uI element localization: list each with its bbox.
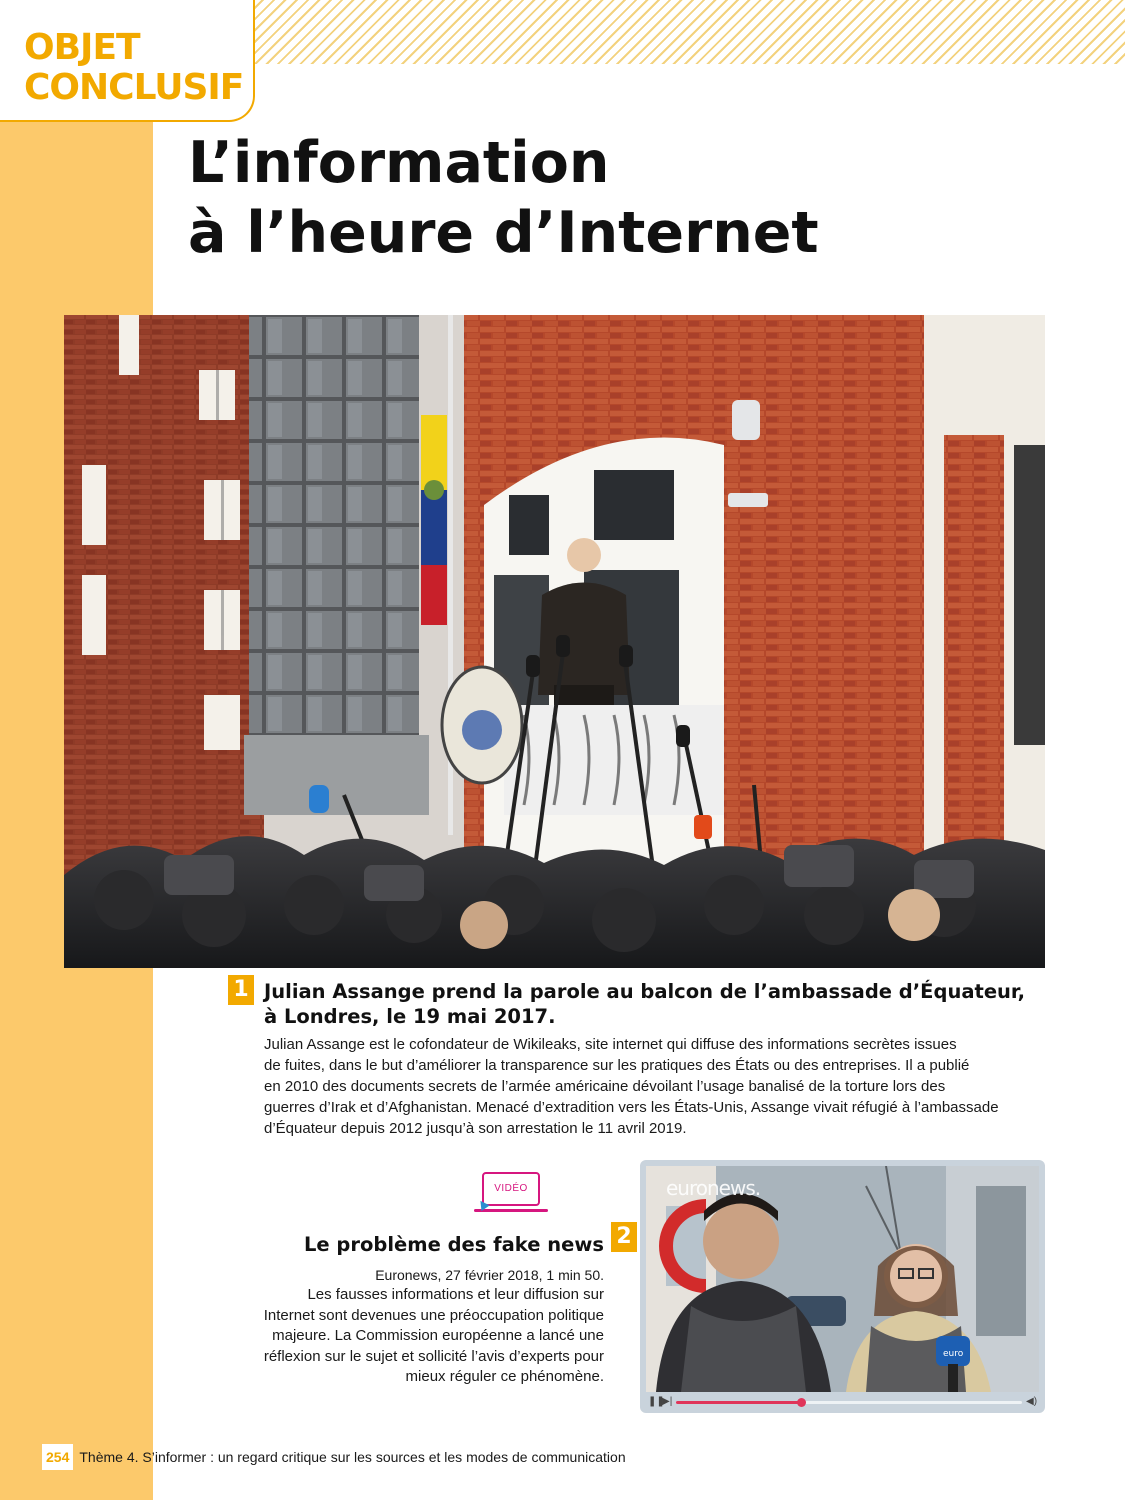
euronews-logo: euronews. — [666, 1176, 761, 1200]
video-progress-knob[interactable] — [797, 1398, 806, 1407]
section-label-line2: CONCLUSIF — [24, 67, 244, 108]
video-controls — [646, 1394, 1039, 1410]
page-number: 254 — [42, 1444, 73, 1470]
video-badge-underline — [474, 1209, 548, 1212]
skip-forward-icon[interactable]: ▶| — [662, 1396, 673, 1407]
video-frame[interactable] — [646, 1166, 1039, 1392]
document-2-text-line: réflexion sur le sujet et sollicité l’avis d’experts pour — [263, 1347, 604, 1365]
document-1-text-line: de fuites, dans le but d’améliorer la transparence sur les pratiques des États ou des entreprises. Il a publié — [264, 1057, 970, 1074]
document-2-text-line: Internet sont devenues une préoccupation politique — [263, 1306, 604, 1324]
document-2-text-line: majeure. La Commission européenne a lancé une — [272, 1327, 604, 1344]
video-player[interactable] — [640, 1160, 1045, 1413]
video-progress-track[interactable] — [676, 1401, 1022, 1404]
document-2-text-line: mieux réguler ce phénomène. — [405, 1368, 604, 1385]
document-1-text-line: Julian Assange est le cofondateur de Wikileaks, site internet qui diffuse des informations secrètes issues — [264, 1036, 957, 1053]
video-badge-label: VIDÉO — [482, 1172, 540, 1206]
section-tab — [0, 0, 255, 122]
video-badge[interactable] — [478, 1172, 542, 1210]
assange-balcony-photo — [64, 315, 1045, 968]
pause-icon[interactable]: ❚❚ — [648, 1396, 665, 1407]
document-1-text — [264, 1034, 1054, 1139]
svg-text:euro: euro — [943, 1349, 964, 1359]
document-1-text-line: d’Équateur depuis 2012 jusqu’à son arrestation le 11 avril 2019. — [264, 1120, 687, 1137]
footer-text: Thème 4. S’informer : un regard critique sur les sources et les modes de communication — [79, 1449, 626, 1465]
document-number-1: 1 — [228, 975, 254, 1005]
page-title-line1: L’information — [188, 130, 610, 196]
page-title — [188, 128, 1088, 268]
video-progress-fill — [676, 1401, 801, 1404]
document-2-text — [230, 1285, 604, 1388]
document-1-text-line: guerres d’Irak et d’Afghanistan. Menacé d’extradition vers les États-Unis, Assange vivait réfugié à l’ambassade — [264, 1099, 999, 1116]
page-footer — [42, 1444, 1092, 1470]
page-title-line2: à l’heure d’Internet — [188, 200, 819, 266]
document-2-title: Le problème des fake news — [303, 1233, 604, 1256]
section-label-line1: OBJET — [24, 27, 140, 68]
document-2-source: Euronews, 27 février 2018, 1 min 50. — [375, 1267, 604, 1283]
volume-icon[interactable]: ◀) — [1026, 1396, 1038, 1407]
document-1-text-line: en 2010 des documents secrets de l’armée américaine dévoilant l’usage banalisé de la torture lors des — [264, 1078, 946, 1095]
document-1-title: Julian Assange prend la parole au balcon de l’ambassade d’Équateur, à Londres, le 19 mai 2017. — [264, 980, 1026, 1028]
document-2-text-line: Les fausses informations et leur diffusion sur — [307, 1286, 604, 1303]
document-number-2: 2 — [611, 1222, 637, 1252]
header-hatch-pattern — [250, 0, 1125, 64]
